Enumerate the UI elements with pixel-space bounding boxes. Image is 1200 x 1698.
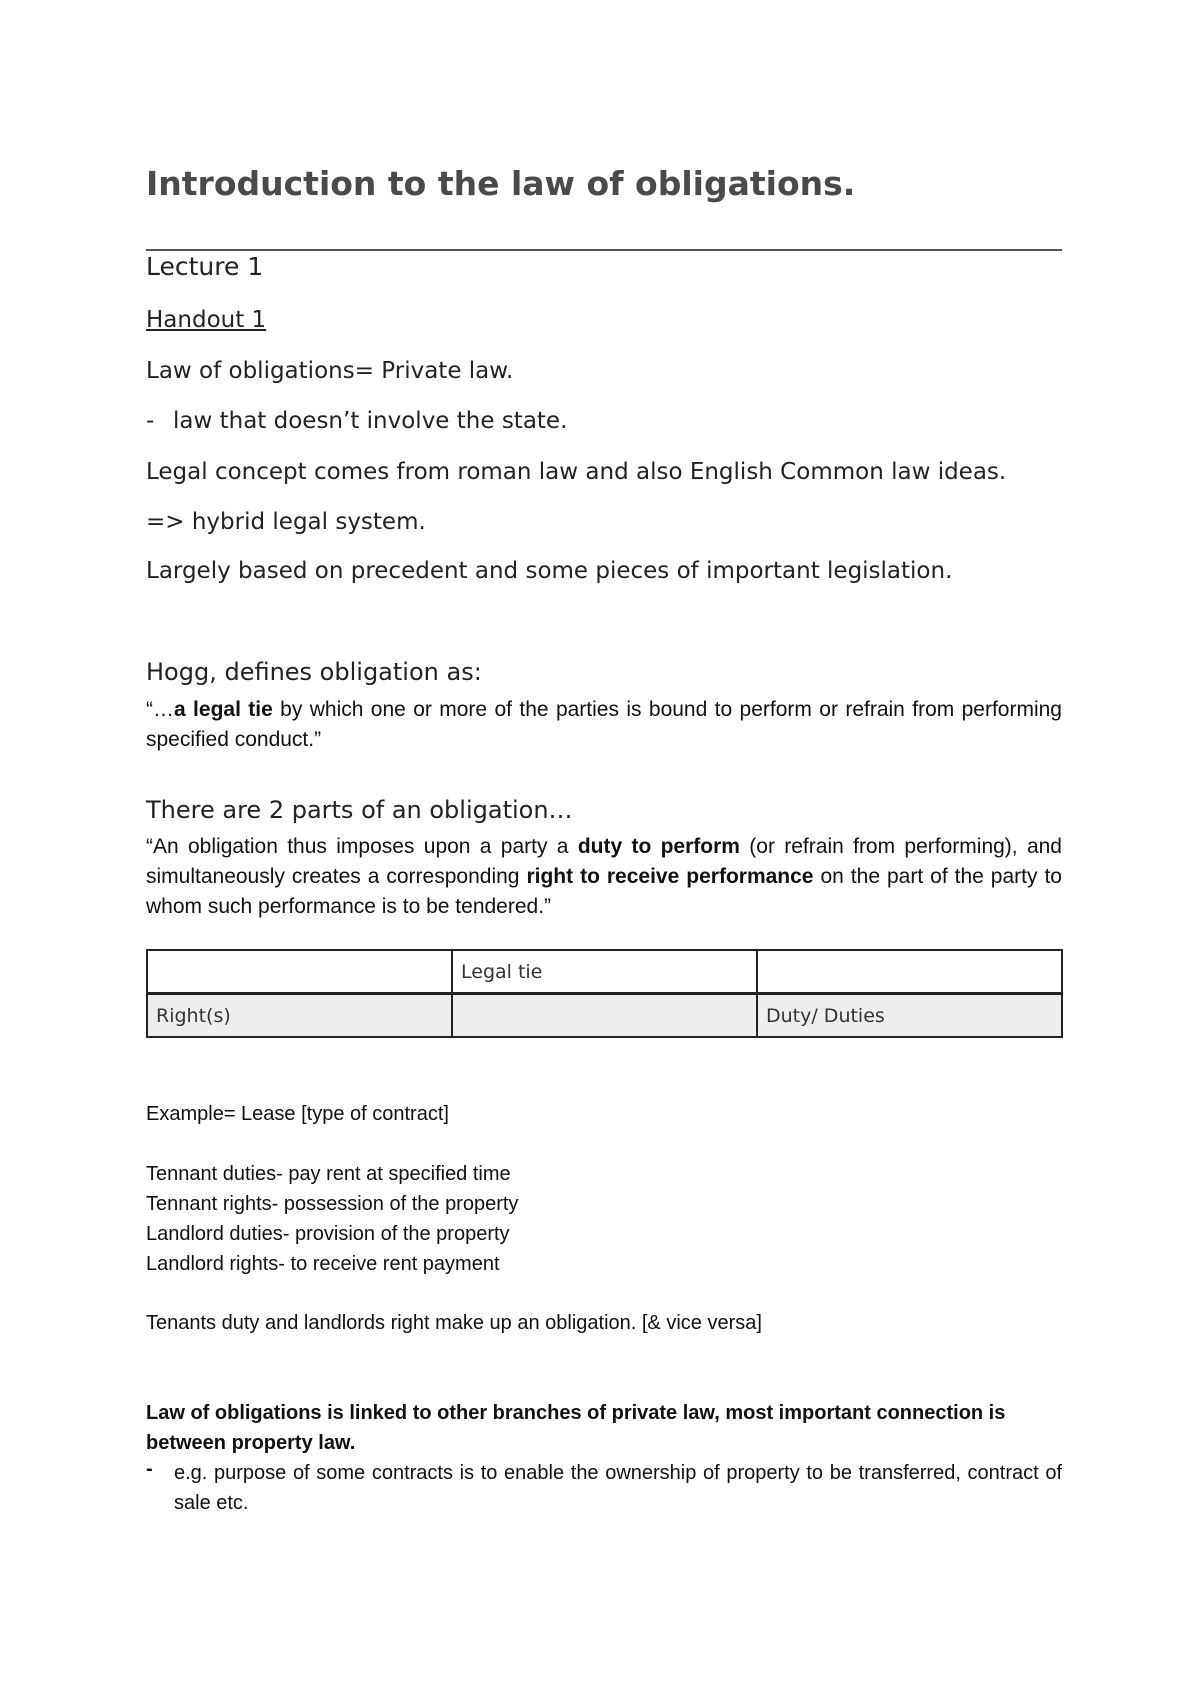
lecture-heading: Lecture 1: [146, 252, 264, 281]
parts-heading: There are 2 parts of an obligation…: [146, 796, 573, 824]
table-cell: [452, 994, 757, 1038]
document-title: Introduction to the law of obligations.: [146, 164, 856, 203]
table-cell: Right(s): [147, 994, 452, 1038]
example-line: Landlord duties- provision of the property: [146, 1223, 510, 1245]
parts-quote-p2: (or refrain from performing), and simultaneously creates a corresponding: [146, 835, 1062, 888]
legal-concept-line: Legal concept comes from roman law and also English Common law ideas.: [146, 459, 1007, 485]
hogg-quote: [146, 695, 1062, 755]
hogg-quote-open: “…: [146, 698, 174, 721]
hogg-quote-bold: a legal tie: [174, 698, 273, 721]
table-cell: [757, 950, 1062, 994]
example-line: Tennant duties- pay rent at specified time: [146, 1163, 511, 1185]
state-bullet: law that doesn’t involve the state.: [173, 408, 568, 434]
handout-heading: Handout 1: [146, 307, 267, 333]
legal-tie-table: [146, 949, 1063, 1038]
precedent-line: Largely based on precedent and some pieces of important legislation.: [146, 558, 953, 584]
example-heading: Example= Lease [type of contract]: [146, 1103, 449, 1125]
example-line: Landlord rights- to receive rent payment: [146, 1253, 500, 1275]
parts-quote-p1: “An obligation thus imposes upon a party a: [146, 835, 578, 858]
tenants-line: Tenants duty and landlords right make up an obligation. [& vice versa]: [146, 1312, 762, 1334]
table-row: [147, 950, 1062, 994]
title-divider: [146, 249, 1062, 251]
table-cell: Legal tie: [452, 950, 757, 994]
parts-quote: [146, 832, 1062, 922]
linked-bullet: e.g. purpose of some contracts is to enable the ownership of property to be transferred, contract of sale etc.: [174, 1462, 1062, 1514]
table-row: [147, 994, 1062, 1038]
parts-quote-p3: on the part of the party to whom such performance is to be tendered.”: [146, 865, 1062, 918]
dash-marker: -: [146, 1458, 153, 1480]
dash-marker: -: [146, 408, 155, 434]
parts-quote-duty: duty to perform: [577, 835, 740, 858]
parts-quote-right: right to receive performance: [526, 865, 814, 888]
table-cell: Duty/ Duties: [757, 994, 1062, 1038]
obligations-line: Law of obligations= Private law.: [146, 358, 514, 384]
linked-paragraph: Law of obligations is linked to other branches of private law, most important connection is between property law.: [146, 1402, 1006, 1454]
hogg-quote-rest: by which one or more of the parties is bound to perform or refrain from performing specified conduct.”: [146, 698, 1062, 751]
table-cell: [147, 950, 452, 994]
example-line: Tennant rights- possession of the property: [146, 1193, 519, 1215]
hogg-heading: Hogg, defines obligation as:: [146, 658, 482, 686]
hybrid-line: => hybrid legal system.: [146, 509, 426, 535]
